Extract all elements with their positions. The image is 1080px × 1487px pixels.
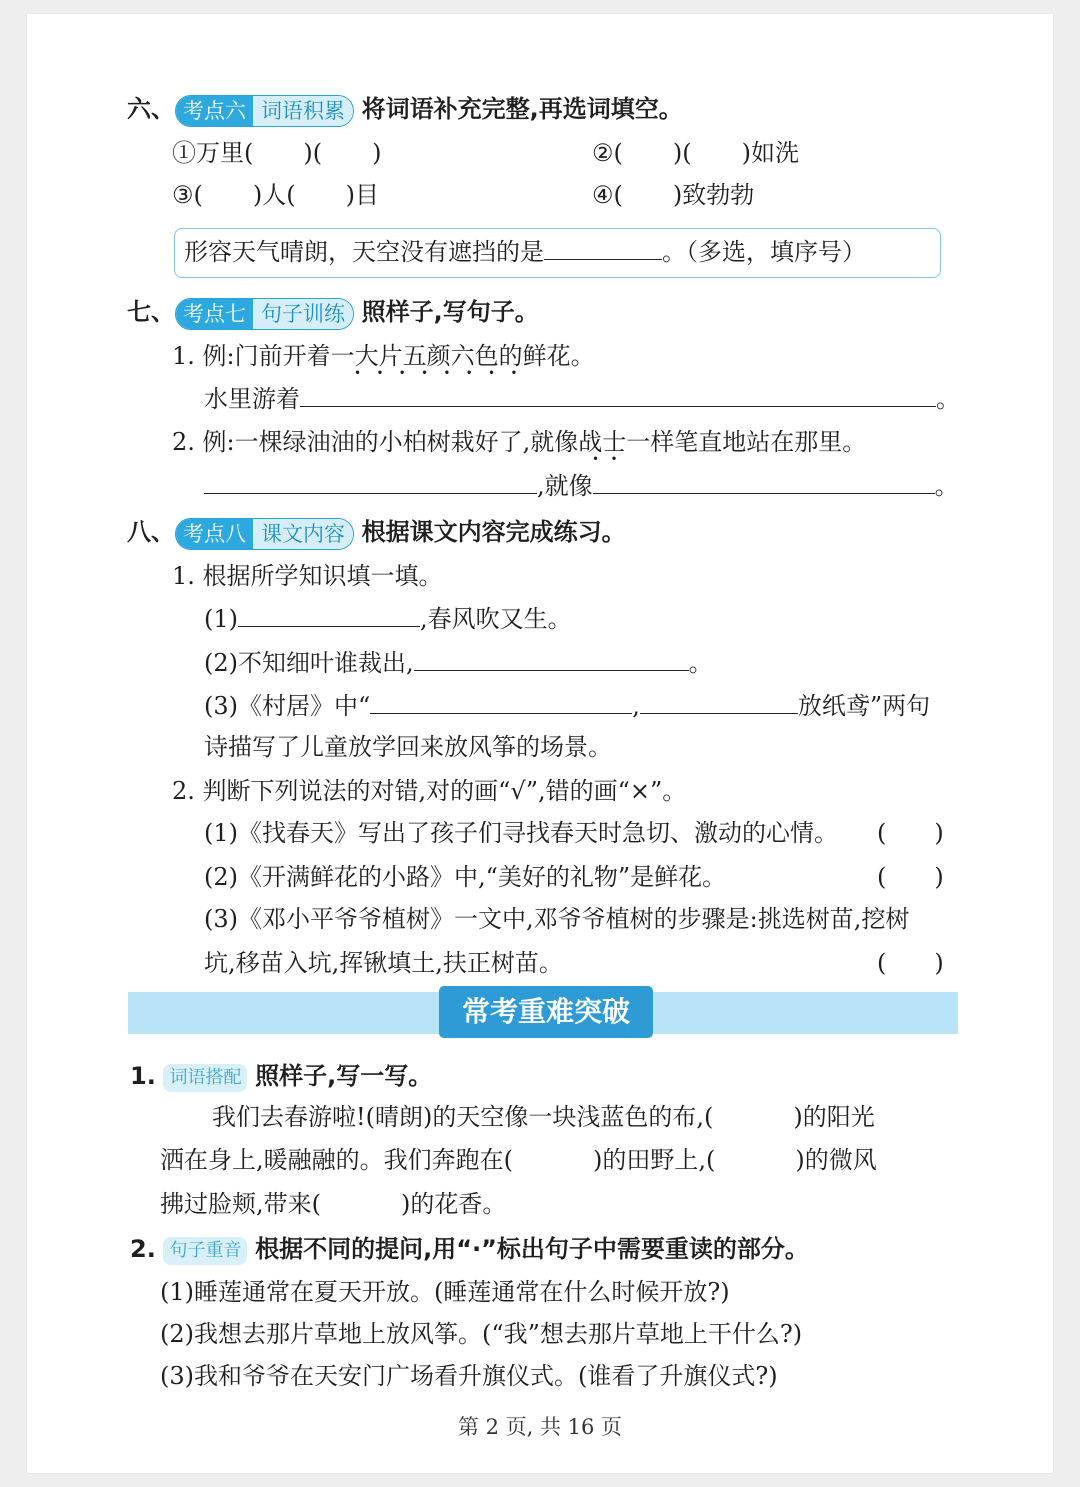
s8-fill-2: (2)不知细叶谁裁出, 。 (204, 649, 713, 677)
item-1: ①万里( )( ) (172, 139, 382, 167)
section-7-header: 七、 考点七 句子训练 照样子,写句子。 (127, 297, 539, 330)
stress-sentence-1: (1)睡莲通常在夏天开放。(睡莲通常在什么时候开放?) (160, 1278, 730, 1306)
section-7-tag: 考点七 句子训练 (175, 298, 354, 330)
stress-sentence-2: (2)我想去那片草地上放风筝。(“我”想去那片草地上干什么?) (160, 1320, 803, 1348)
fill-box-text: 形容天气晴朗，天空没有遮挡的是 。（多选，填序号） (184, 238, 866, 266)
s7-answer-2: ,就像 。 (204, 471, 959, 501)
s8-fill-1: (1) ,春风吹又生。 (204, 605, 572, 633)
stress-sentence-3: (3)我和爷爷在天安门广场看升旗仪式。(谁看了升旗仪式?) (160, 1362, 778, 1390)
practice-2-header: 2. 句子重音 根据不同的提问,用“·”标出句子中需要重读的部分。 (130, 1235, 809, 1263)
practice-1-header: 1. 词语搭配 照样子,写一写。 (130, 1062, 433, 1090)
item-2: ②( )( )如洗 (592, 139, 799, 167)
item-4: ④( )致勃勃 (592, 181, 755, 209)
page-number: 第 2 页, 共 16 页 (457, 1415, 623, 1439)
section-8-header: 八、 考点八 课文内容 根据课文内容完成练习。 (127, 517, 626, 550)
section-6-instruction: 将词语补充完整,再选词填空。 (361, 95, 683, 123)
s8-fill-3-cont: 诗描写了儿童放学回来放风筝的场景。 (204, 733, 612, 761)
practice-2-tag: 句子重音 (163, 1237, 247, 1265)
s8-fill-3: (3)《村居》中“ , 放纸鸢”两句 (204, 692, 931, 720)
practice-1-line-1: 我们去春游啦!(晴朗)的天空像一块浅蓝色的布,( )的阳光 (212, 1103, 875, 1131)
emphasis-dots: • • • • • • • • (354, 366, 518, 380)
answer-blank[interactable] (204, 471, 537, 494)
judge-paren-1[interactable]: ( ) (877, 819, 944, 847)
answer-blank[interactable] (414, 648, 689, 671)
judge-3-cont: 坑,移苗入坑,挥锹填土,扶正树苗。 (204, 949, 563, 977)
s8-q1: 1. 根据所学知识填一填。 (172, 562, 443, 590)
s7-answer-1: 水里游着 。 (204, 385, 960, 413)
section-6-tag: 考点六 词语积累 (175, 95, 354, 127)
item-3: ③( )人( )目 (172, 181, 379, 209)
section-6-header: 六、 考点六 词语积累 将词语补充完整,再选词填空。 (127, 94, 683, 127)
answer-blank[interactable] (300, 384, 936, 407)
answer-blank[interactable] (238, 604, 420, 627)
judge-1: (1)《找春天》写出了孩子们寻找春天时急切、激动的心情。 (204, 819, 838, 847)
answer-blank[interactable] (544, 237, 662, 260)
s8-q2: 2. 判断下列说法的对错,对的画“√”,错的画“×”。 (172, 777, 687, 805)
s7-example-2: 2. 例:一棵绿油油的小柏树栽好了,就像战士一样笔直地站在那里。 (172, 428, 867, 456)
judge-3: (3)《邓小平爷爷植树》一文中,邓爷爷植树的步骤是:挑选树苗,挖树 (204, 905, 910, 933)
banner-title: 常考重难突破 (439, 986, 653, 1038)
judge-paren-3[interactable]: ( ) (877, 949, 944, 977)
answer-blank[interactable] (593, 471, 935, 494)
s7-example-1: 1. 例:门前开着一大片五颜六色的鲜花。 (172, 342, 595, 370)
judge-2: (2)《开满鲜花的小路》中,“美好的礼物”是鲜花。 (204, 863, 727, 891)
practice-1-line-3: 拂过脸颊,带来( )的花香。 (160, 1190, 507, 1218)
answer-blank[interactable] (370, 691, 632, 714)
emphasis-dots: • • (592, 452, 618, 466)
worksheet-page (27, 14, 1053, 1473)
practice-1-line-2: 洒在身上,暖融融的。我们奔跑在( )的田野上,( )的微风 (160, 1146, 877, 1174)
practice-1-tag: 词语搭配 (163, 1064, 247, 1092)
judge-paren-2[interactable]: ( ) (877, 863, 944, 891)
section-8-tag: 考点八 课文内容 (175, 518, 354, 550)
answer-blank[interactable] (640, 691, 798, 714)
